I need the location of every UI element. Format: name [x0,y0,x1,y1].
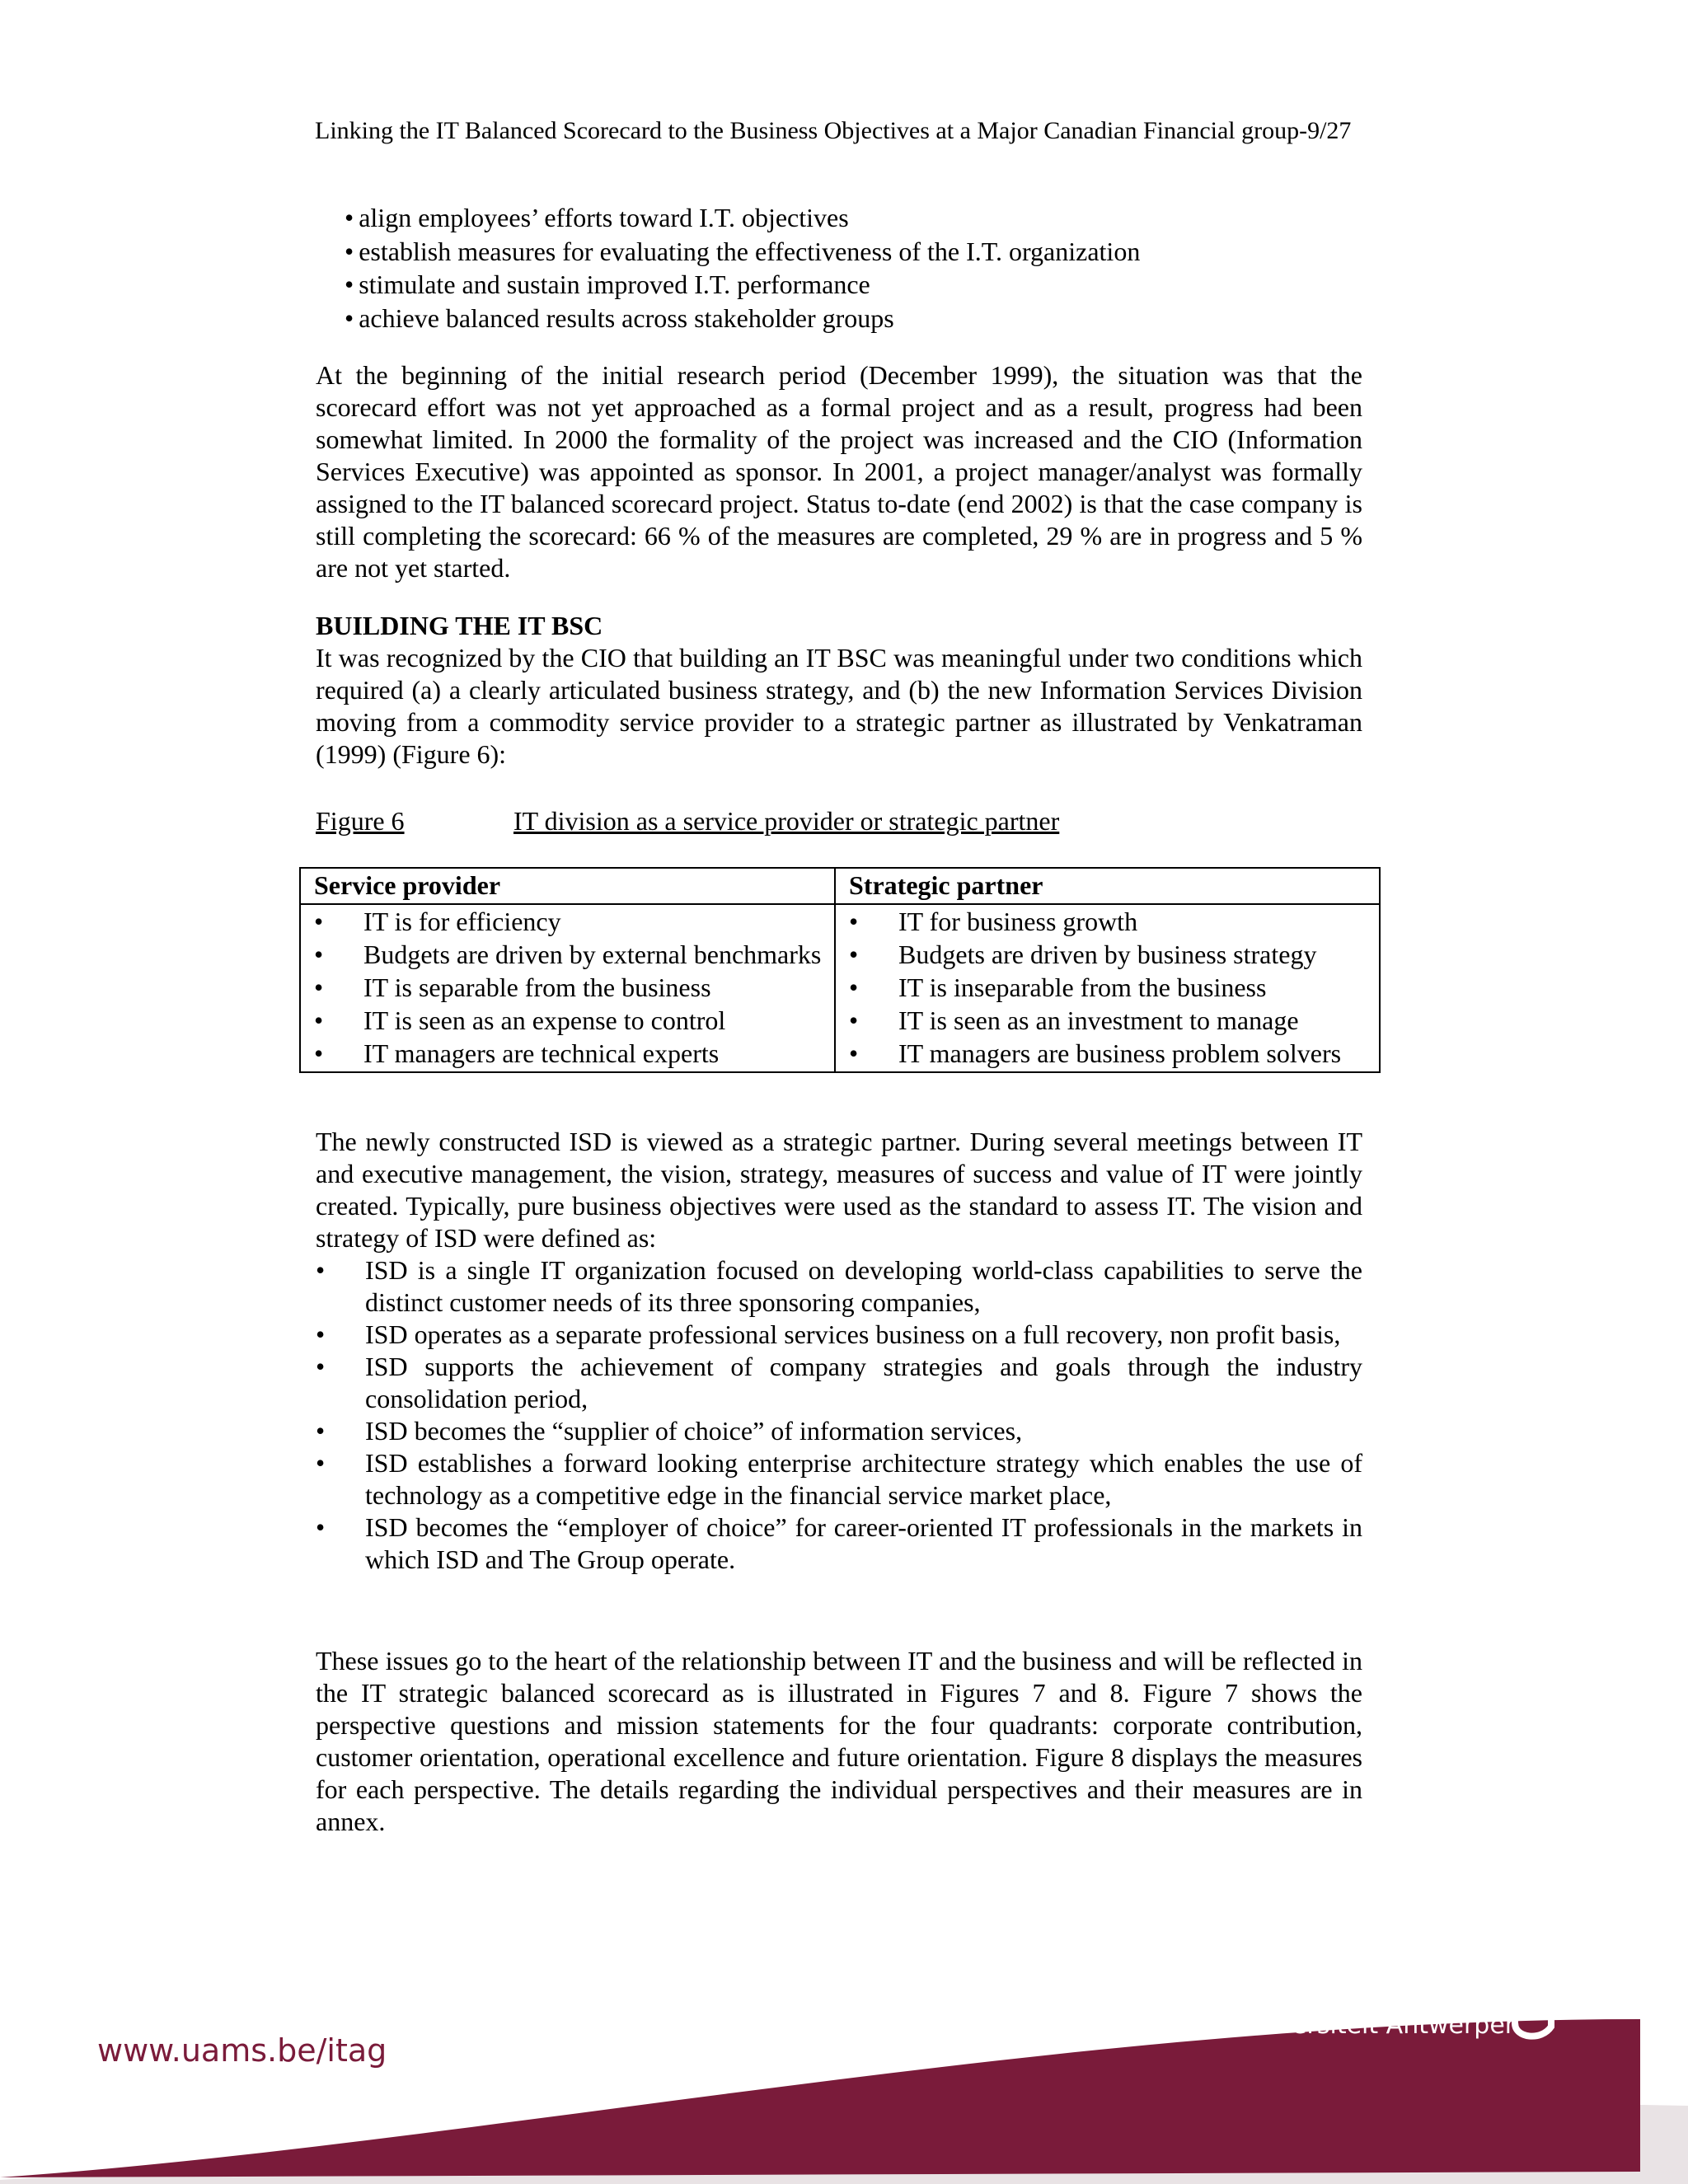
list-item: • establish measures for evaluating the effectiveness of the I.T. organization [345,235,1140,269]
conclusion-paragraph: These issues go to the heart of the relationship between IT and the business and will be reflected in the IT strategic balanced scorecard as is illustrated in Figures 7 and 8. Figure 7 shows the perspective questions and mission statements for the four quadrants: corporate contribution, customer orientation, operational excellence and future orientation. Figure 8 displays the measures for each perspective. The details regarding the individual perspectives and their measures are in annex. [316,1646,1362,1836]
figure-number: Figure 6 [316,806,405,836]
conclusion-paragraph-block [316,1645,1362,1838]
list-item: • IT managers are technical experts [314,1037,834,1070]
list-item: • IT is separable from the business [314,971,834,1004]
building-section [316,610,1362,771]
footer-url-link[interactable]: www.uams.be/itag [97,2032,387,2069]
strategic-partner-cell [835,904,1380,1072]
building-paragraph: It was recognized by the CIO that building an IT BSC was meaningful under two conditions which required (a) a clearly articulated business strategy, and (b) the new Information Services Division moving from a commodity service provider to a strategic partner as illustrated by Venkatraman (1999) (Figure 6): [316,643,1362,769]
list-item: • IT is seen as an expense to control [314,1004,834,1037]
research-period-paragraph-block [316,359,1362,584]
list-item: • ISD becomes the “supplier of choice” of information services, [316,1415,1362,1447]
figure-title: IT division as a service provider or strategic partner [513,806,1060,836]
list-item: • ISD is a single IT organization focused on developing world-class capabilities to serve the distinct customer needs of its three sponsoring companies, [316,1254,1362,1319]
footer-band [0,1961,1688,2184]
footer-university-name: Universiteit Antwerpen [1236,2011,1521,2040]
list-item: • achieve balanced results across stakeholder groups [345,302,1140,335]
list-item: • stimulate and sustain improved I.T. performance [345,268,1140,302]
list-item: • IT is inseparable from the business [849,971,1379,1004]
list-item: • ISD operates as a separate professional services business on a full recovery, non profit basis, [316,1319,1362,1351]
intro-bullet-list [345,201,1140,335]
list-item: • IT managers are business problem solvers [849,1037,1379,1070]
isd-section [316,1126,1362,1576]
column-header-service-provider: Service provider [300,868,835,904]
list-item: • Budgets are driven by business strategy [849,938,1379,971]
list-item: • ISD establishes a forward looking enterprise architecture strategy which enables the use of technology as a competitive edge in the financial service market place, [316,1447,1362,1511]
section-heading: BUILDING THE IT BSC [316,611,603,640]
list-item: • align employees’ efforts toward I.T. objectives [345,201,1140,235]
page-header: Linking the IT Balanced Scorecard to the Business Objectives at a Major Canadian Financial group-9/27 [315,117,1352,144]
list-item: • ISD becomes the “employer of choice” for career-oriented IT professionals in the markets in which ISD and The Group operate. [316,1511,1362,1576]
research-period-paragraph: At the beginning of the initial research period (December 1999), the situation was that the scorecard effort was not yet approached as a formal project and as a result, progress had been somewhat limited. In 2000 the formality of the project was increased and the CIO (Information Services Executive) was appointed as sponsor. In 2001, a project manager/analyst was formally assigned to the IT balanced scorecard project. Status to-date (end 2002) is that the case company is still completing the scorecard: 66 % of the measures are completed, 29 % are in progress and 5 % are not yet started. [316,360,1362,583]
isd-bullet-list [316,1254,1362,1576]
list-item: • IT for business growth [849,905,1379,938]
isd-paragraph: The newly constructed ISD is viewed as a strategic partner. During several meetings between IT and executive management, the vision, strategy, measures of success and value of IT were jointly created. Typically, pure business objectives were used as the standard to assess IT. The vision and strategy of ISD were defined as: [316,1127,1362,1253]
figure-caption [316,806,1059,837]
list-item: • Budgets are driven by external benchmarks [314,938,834,971]
service-provider-cell [300,904,835,1072]
column-header-strategic-partner: Strategic partner [835,868,1380,904]
list-item: • IT is for efficiency [314,905,834,938]
universiteit-antwerpen-logo-icon [1508,1990,1574,2048]
figure-6-table [299,867,1381,1073]
list-item: • ISD supports the achievement of company strategies and goals through the industry consolidation period, [316,1351,1362,1415]
list-item: • IT is seen as an investment to manage [849,1004,1379,1037]
